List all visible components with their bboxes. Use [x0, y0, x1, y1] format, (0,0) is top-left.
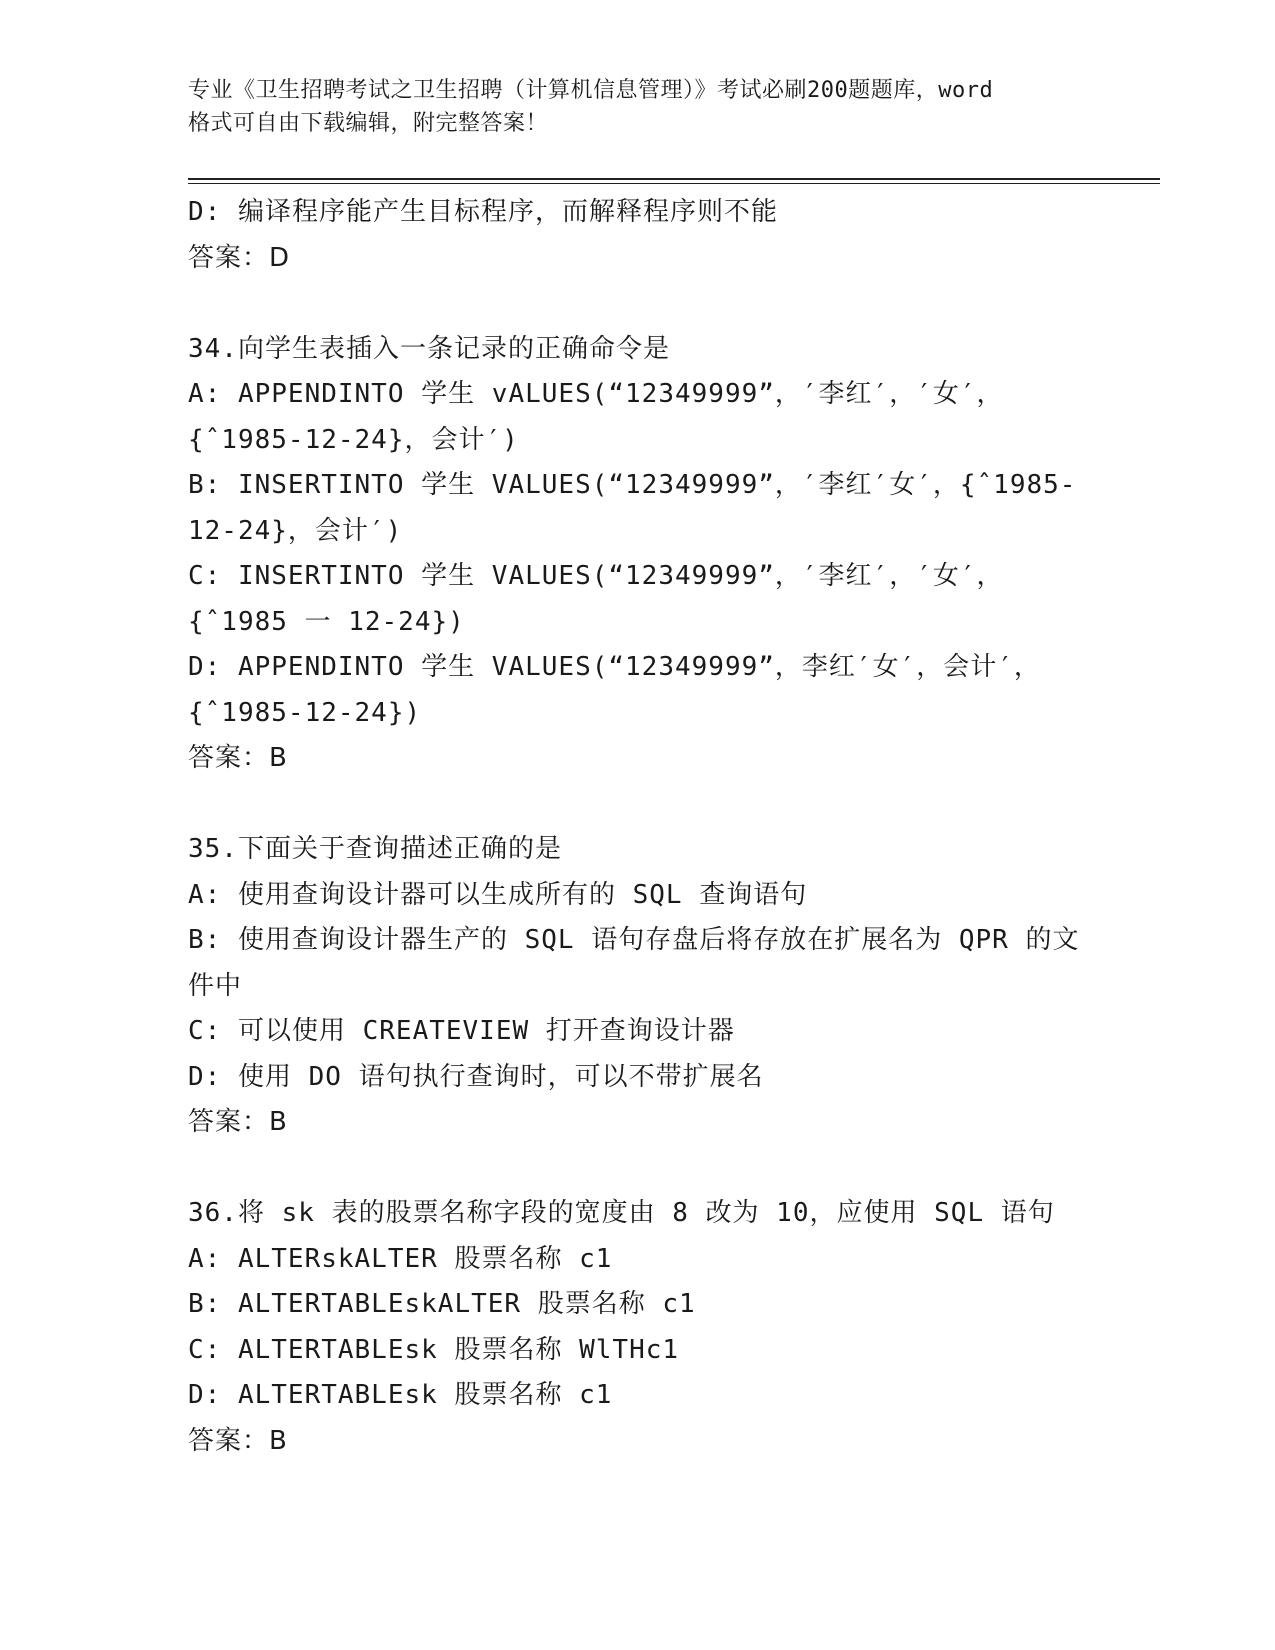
spacer	[188, 782, 1088, 828]
spacer	[188, 1146, 1088, 1192]
q34-option-a-line2: {ˆ1985-12-24}，会计′)	[188, 424, 519, 455]
header-line-1: 专业《卫生招聘考试之卫生招聘（计算机信息管理）》考试必刷200题题库，word	[188, 78, 994, 103]
q35-question: 35.下面关于查询描述正确的是	[188, 834, 562, 864]
q33-answer: 答案：D	[188, 242, 291, 273]
header-rule-thin	[188, 183, 1160, 184]
q35-option-a: A: 使用查询设计器可以生成所有的 SQL 查询语句	[188, 879, 808, 910]
q34-option-b-line2: 12-24}，会计′)	[188, 515, 403, 546]
q35-option-b-line2: 件中	[188, 970, 243, 1001]
spacer	[188, 281, 1088, 327]
q34-option-b-line1: B: INSERTINTO 学生 VALUES(“12349999”，′李红′女′，{ˆ1985-	[188, 470, 1077, 500]
q33-option-d: D: 编译程序能产生目标程序，而解释程序则不能	[188, 197, 778, 227]
q36-option-a: A: ALTERskALTER 股票名称 c1	[188, 1243, 613, 1274]
q34-option-c-line2: {ˆ1985 一 12-24})	[188, 606, 465, 637]
header-line-2: 格式可自由下载编辑，附完整答案！	[188, 111, 549, 136]
q36-answer: 答案：B	[188, 1425, 288, 1456]
q34-answer: 答案：B	[188, 743, 288, 773]
header-rule-thick	[188, 178, 1160, 180]
q35-answer: 答案：B	[188, 1107, 288, 1137]
page-header	[188, 74, 1088, 140]
q36-option-b: B: ALTERTABLEskALTER 股票名称 c1	[188, 1289, 696, 1319]
q35-option-c: C: 可以使用 CREATEVIEW 打开查询设计器	[188, 1016, 735, 1046]
q36-option-d: D: ALTERTABLEsk 股票名称 c1	[188, 1380, 613, 1410]
q36-option-c: C: ALTERTABLEsk 股票名称 WlTHc1	[188, 1334, 680, 1365]
q34-option-a-line1: A: APPENDINTO 学生 vALUES(“12349999”，′李红′，′女′，	[188, 379, 1004, 409]
q36-question: 36.将 sk 表的股票名称字段的宽度由 8 改为 10，应使用 SQL 语句	[188, 1198, 1055, 1228]
q34-option-d-line1: D: APPENDINTO 学生 VALUES(“12349999”，李红′女′，会计′，	[188, 652, 1041, 682]
q34-question: 34.向学生表插入一条记录的正确命令是	[188, 333, 670, 364]
q34-option-c-line1: C: INSERTINTO 学生 VALUES(“12349999”，′李红′，′女′，	[188, 561, 1004, 591]
q34-option-d-line2: {ˆ1985-12-24})	[188, 697, 422, 728]
q35-option-d: D: 使用 DO 语句执行查询时，可以不带扩展名	[188, 1061, 764, 1092]
question-content	[188, 190, 1088, 1464]
q35-option-b-line1: B: 使用查询设计器生产的 SQL 语句存盘后将存放在扩展名为 QPR 的文	[188, 925, 1080, 955]
